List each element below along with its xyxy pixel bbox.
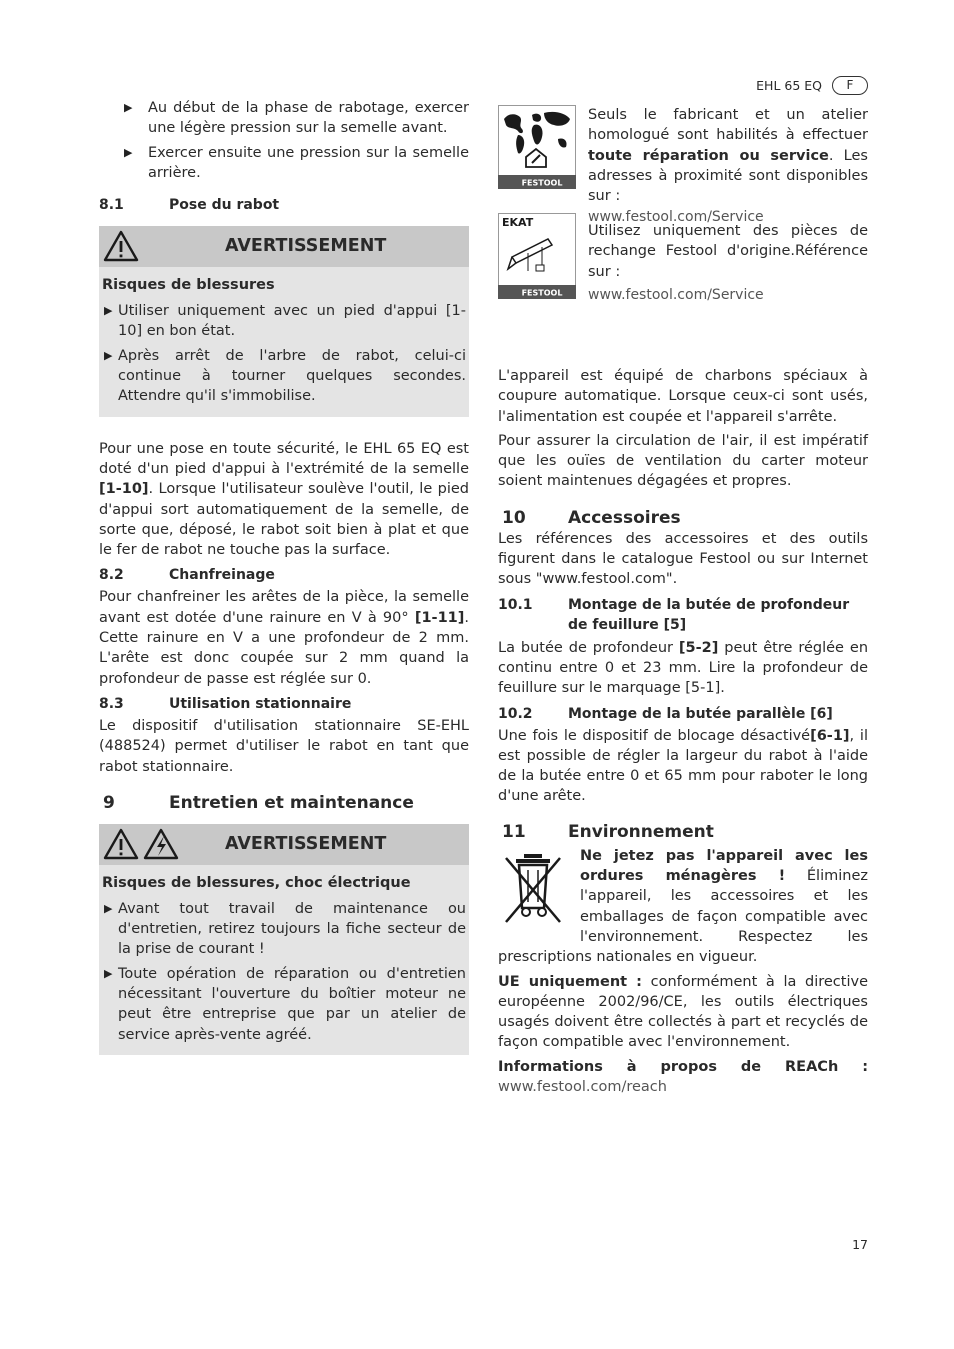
warning-subtitle: Risques de blessures: [102, 277, 275, 294]
warning-header: [99, 824, 469, 865]
arrow-icon: ▶: [104, 901, 113, 915]
warning-triangle-icon: [103, 828, 139, 860]
warning-subtitle: Risques de blessures, choc électrique: [102, 874, 411, 891]
warning-box-2: [99, 824, 469, 1055]
svg-text:FESTOOL: FESTOOL: [521, 178, 563, 188]
section-10-heading: 10 Accessoires: [502, 507, 681, 528]
warning-box-1: [99, 226, 469, 416]
warning-header: [99, 226, 469, 267]
spare-parts-icon: [498, 213, 576, 299]
paragraph-air: Pour assurer la circulation de l'air, il est impératif que les ouïes de ventilation du carter moteur soient maintenues dégagées et propres.: [498, 432, 868, 490]
paragraph-8-2: Pour chanfreiner les arêtes de la pièce, la semelle avant est dotée d'une rainure en V à 90° [1-11]. Cette rainure en V a une profondeur de 2 mm. L'arête est donc coupée sur 2 mm quand la profondeur de passe est réglée sur 0.: [99, 589, 469, 687]
model-name: EHL 65 EQ: [756, 78, 822, 93]
paragraph-10-2: Une fois le dispositif de blocage désactivé[6-1], il est possible de régler la largeur du rabot à l'aide de la butée entre 0 et 65 mm pour raboter le long d'une arête.: [498, 727, 868, 805]
electric-shock-icon: [143, 828, 179, 860]
page-number: 17: [852, 1237, 868, 1252]
svg-text:FESTOOL: FESTOOL: [521, 288, 563, 298]
warning-title: AVERTISSEMENT: [225, 833, 387, 854]
paragraph-charbons: L'appareil est équipé de charbons spéciaux à coupure automatique. Lorsque ceux-ci sont usés, l'alimentation est coupée et l'appareil s'arrête.: [498, 368, 868, 425]
left-column: [99, 98, 469, 1055]
paragraph-10-1: La butée de profondeur [5-2] peut être réglée en continu entre 0 et 23 mm. Lire la profondeur de feuillure sur le marquage [5-1].: [498, 639, 869, 697]
section-10-1-heading: 10.1 Montage de la butée de profondeur de feuillure [5]: [498, 596, 850, 633]
paragraph-reach: Informations à propos de REACh : www.festool.com/reach: [498, 1058, 868, 1096]
intro-bullet: ▶ Exercer ensuite une pression sur la semelle arrière.: [124, 144, 469, 181]
section-9-heading: 9 Entretien et maintenance: [103, 792, 414, 813]
arrow-icon: ▶: [104, 304, 113, 318]
warning-item: ▶ Toute opération de réparation ou d'entretien nécessitant l'ouverture du boîtier moteur ne peut être entreprise que par un atelier de service après-vente agréé.: [104, 965, 466, 1043]
section-10-2-heading: 10.2 Montage de la butée parallèle [6]: [498, 705, 833, 722]
right-column: [498, 105, 868, 1097]
warning-item: ▶ Utiliser uniquement avec un pied d'appui [1-10] en bon état.: [104, 303, 466, 340]
arrow-icon: ▶: [124, 101, 133, 114]
service-text: Seuls le fabricant et un atelier homologué sont habilités à effectuer toute réparation ou service. Les adresses à proximité sont disponibles sur :: [588, 107, 868, 205]
language-badge: F: [832, 76, 868, 95]
paragraph-ue: UE uniquement : conformément à la directive européenne 2002/96/CE, les outils électriques usagés doivent être collectés à part et recyclés de façon compatible avec l'environnement.: [498, 973, 868, 1051]
arrow-icon: ▶: [104, 348, 113, 362]
ekat-text: Utilisez uniquement des pièces de rechange Festool d'origine.Référence sur :: [588, 223, 868, 280]
ekat-link[interactable]: www.festool.com/Service: [588, 286, 764, 303]
environment-block: [498, 846, 868, 968]
ekat-block: [498, 213, 868, 338]
svg-text:EKAT: EKAT: [502, 216, 534, 229]
paragraph-10: Les références des accessoires et des outils figurent dans le catalogue Festool ou sur Internet sous "www.festool.com".: [498, 530, 868, 588]
warning-title: AVERTISSEMENT: [225, 236, 387, 257]
arrow-icon: ▶: [124, 145, 133, 159]
world-service-icon: [498, 105, 576, 189]
paragraph-8-3: Le dispositif d'utilisation stationnaire SE-EHL (488524) permet d'utiliser le rabot en tant que rabot stationnaire.: [99, 717, 469, 775]
paragraph-8-1: Pour une pose en toute sécurité, le EHL 65 EQ est doté d'un pied d'appui à l'extrémité de la semelle [1-10]. Lorsque l'utilisateur soulève l'outil, le pied d'appui sort automatiquement de la semelle, de sorte que, déposé, le rabot soit bien à plat et que le fer de rabot ne touche pas la surface.: [99, 440, 469, 559]
intro-bullet: ▶ Au début de la phase de rabotage, exercer une légère pression sur la semelle avant.: [124, 100, 469, 137]
arrow-icon: ▶: [104, 966, 113, 980]
environment-text: Ne jetez pas l'appareil avec les ordures ménagères ! Éliminez l'appareil, les accessoires et les emballages de façon compatible avec l'environnement. Respectez les prescriptions nationales en vigueur.: [498, 847, 868, 966]
section-8-3-heading: 8.3 Utilisation stationnaire: [99, 695, 352, 712]
warning-triangle-icon: [103, 230, 139, 262]
section-8-2-heading: 8.2 Chanfreinage: [99, 567, 275, 584]
crossed-bin-icon: [502, 850, 566, 926]
warning-item: ▶ Après arrêt de l'arbre de rabot, celui-ci continue à tourner quelques secondes. Attendre qu'il s'immobilise.: [104, 347, 466, 405]
service-link[interactable]: www.festool.com/Service: [588, 209, 764, 226]
warning-item: ▶ Avant tout travail de maintenance ou d'entretien, retirez toujours la fiche secteur de la prise de courant !: [104, 900, 466, 958]
section-8-1-heading: 8.1 Pose du rabot: [99, 197, 280, 214]
page-header: [756, 76, 868, 95]
section-11-heading: 11 Environnement: [502, 821, 714, 842]
